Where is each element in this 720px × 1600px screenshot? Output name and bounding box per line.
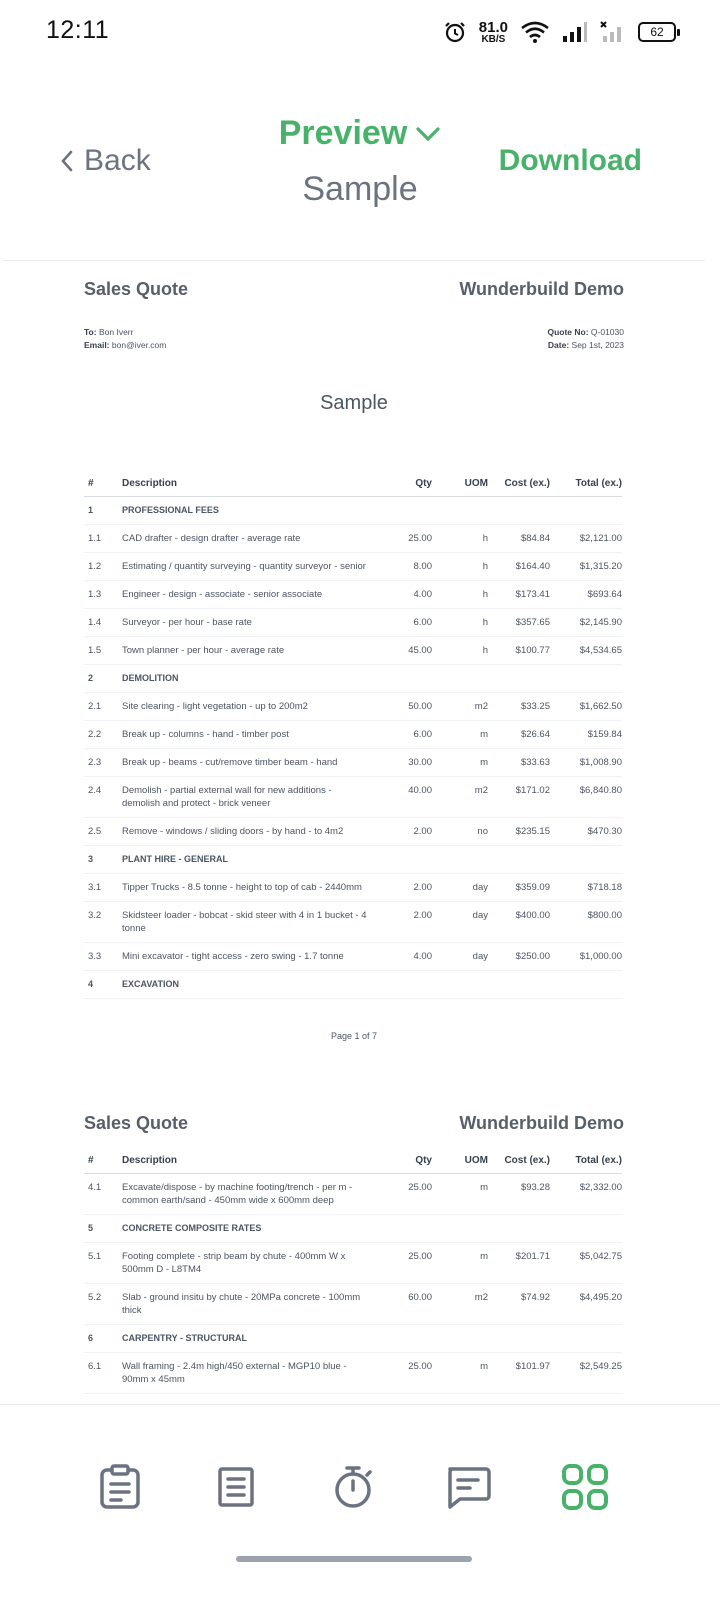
page2-rows bbox=[84, 1174, 622, 1394]
section-row bbox=[84, 665, 622, 693]
cell-index: 1 bbox=[84, 497, 122, 525]
col-total: Total (ex.) bbox=[550, 1148, 622, 1174]
cell-index: 3 bbox=[84, 846, 122, 874]
nav-tasks[interactable] bbox=[96, 1463, 144, 1511]
cell-cost: $100.77 bbox=[488, 637, 550, 665]
cell-cost: $357.65 bbox=[488, 609, 550, 637]
wifi-icon bbox=[520, 20, 550, 44]
cell-qty: 8.00 bbox=[392, 553, 432, 581]
cell-description: Engineer - design - associate - senior associate bbox=[122, 581, 392, 609]
cell-uom: m2 bbox=[432, 777, 488, 818]
table-row bbox=[84, 721, 622, 749]
cell-index: 2.4 bbox=[84, 777, 122, 818]
cell-qty bbox=[392, 971, 432, 999]
col-cost: Cost (ex.) bbox=[488, 471, 550, 497]
cell-qty: 4.00 bbox=[392, 581, 432, 609]
table-row bbox=[84, 581, 622, 609]
cell-uom bbox=[432, 1215, 488, 1243]
cell-description: Break up - beams - cut/remove timber beam - hand bbox=[122, 749, 392, 777]
section-row bbox=[84, 1215, 622, 1243]
quote-date: Sep 1st, 2023 bbox=[571, 340, 624, 350]
top-header bbox=[0, 100, 720, 220]
signal-no-service-icon bbox=[600, 21, 626, 43]
cell-cost: $26.64 bbox=[488, 721, 550, 749]
company-name: Wunderbuild Demo bbox=[459, 1113, 624, 1133]
table-row bbox=[84, 693, 622, 721]
cell-uom: m bbox=[432, 749, 488, 777]
cell-description: Town planner - per hour - average rate bbox=[122, 637, 392, 665]
cell-index: 2 bbox=[84, 665, 122, 693]
network-speed: 81.0 KB/S bbox=[478, 18, 508, 45]
cell-total bbox=[550, 971, 622, 999]
cell-uom: day bbox=[432, 902, 488, 943]
table-row bbox=[84, 818, 622, 846]
cell-qty bbox=[392, 846, 432, 874]
section-row bbox=[84, 497, 622, 525]
cell-qty: 6.00 bbox=[392, 721, 432, 749]
table-row bbox=[84, 1243, 622, 1284]
page-number: Page 1 of 7 bbox=[330, 1031, 378, 1041]
section-row bbox=[84, 1325, 622, 1353]
cell-uom: m bbox=[432, 721, 488, 749]
cell-uom: m bbox=[432, 1243, 488, 1284]
cell-description: CONCRETE COMPOSITE RATES bbox=[122, 1215, 392, 1243]
quote-info: Quote No: Q-01030 Date: Sep 1st, 2023 bbox=[547, 327, 624, 350]
cell-index: 2.5 bbox=[84, 818, 122, 846]
battery-indicator: 62 bbox=[638, 22, 676, 42]
cell-total: $693.64 bbox=[550, 581, 622, 609]
table-row bbox=[84, 777, 622, 818]
cell-total bbox=[550, 497, 622, 525]
cell-cost: $250.00 bbox=[488, 943, 550, 971]
cell-index: 6 bbox=[84, 1325, 122, 1353]
cell-total bbox=[550, 1325, 622, 1353]
quote-header bbox=[84, 279, 624, 300]
cell-description: CAD drafter - design drafter - average rate bbox=[122, 525, 392, 553]
cell-description: Skidsteer loader - bobcat - skid steer with 4 in 1 bucket - 4 tonne bbox=[122, 902, 392, 943]
cell-total: $1,315.20 bbox=[550, 553, 622, 581]
cell-total: $470.30 bbox=[550, 818, 622, 846]
cell-cost: $33.25 bbox=[488, 693, 550, 721]
quote-header-page-2 bbox=[84, 1113, 624, 1134]
col-qty: Qty bbox=[392, 1148, 432, 1174]
table-header-row bbox=[84, 471, 622, 497]
cell-total: $2,332.00 bbox=[550, 1174, 622, 1215]
cell-uom: m bbox=[432, 1174, 488, 1215]
cell-qty: 25.00 bbox=[392, 525, 432, 553]
chevron-down-icon bbox=[415, 125, 441, 143]
cell-description: Footing complete - strip beam by chute - 400mm W x 500mm D - L8TM4 bbox=[122, 1243, 392, 1284]
cell-cost bbox=[488, 971, 550, 999]
table-row bbox=[84, 553, 622, 581]
recipient-name: Bon Iverr bbox=[98, 327, 134, 337]
document-icon bbox=[217, 1466, 255, 1508]
cell-cost bbox=[488, 1325, 550, 1353]
cell-description: PLANT HIRE - GENERAL bbox=[122, 846, 392, 874]
table-row bbox=[84, 637, 622, 665]
cell-qty: 2.00 bbox=[392, 818, 432, 846]
col-description: Description bbox=[122, 1148, 392, 1174]
cell-uom bbox=[432, 497, 488, 525]
cell-cost: $74.92 bbox=[488, 1284, 550, 1325]
cell-description: Demolish - partial external wall for new additions - demolish and protect - brick veneer bbox=[122, 777, 392, 818]
cell-qty: 50.00 bbox=[392, 693, 432, 721]
cell-cost: $164.40 bbox=[488, 553, 550, 581]
nav-messages[interactable] bbox=[444, 1463, 492, 1511]
cell-cost: $173.41 bbox=[488, 581, 550, 609]
quote-table-page-2 bbox=[84, 1148, 622, 1394]
cell-total: $1,008.90 bbox=[550, 749, 622, 777]
cell-uom: day bbox=[432, 874, 488, 902]
cell-index: 4 bbox=[84, 971, 122, 999]
cell-total bbox=[550, 1215, 622, 1243]
cell-total: $5,042.75 bbox=[550, 1243, 622, 1284]
back-label: Back bbox=[84, 144, 151, 177]
cell-uom: m bbox=[432, 1353, 488, 1394]
cell-qty: 2.00 bbox=[392, 874, 432, 902]
recipient-info: To: Bon Iverr Email: bon@iver.com bbox=[84, 327, 167, 350]
cell-cost: $101.97 bbox=[488, 1353, 550, 1394]
cell-total: $1,000.00 bbox=[550, 943, 622, 971]
table-row bbox=[84, 902, 622, 943]
chat-icon bbox=[444, 1465, 492, 1509]
cell-uom bbox=[432, 1325, 488, 1353]
status-bar bbox=[0, 0, 720, 64]
cell-description: Excavate/dispose - by machine footing/trench - per m - common earth/sand - 450mm wide x 600mm deep bbox=[122, 1174, 392, 1215]
cell-uom: h bbox=[432, 525, 488, 553]
cell-description: EXCAVATION bbox=[122, 971, 392, 999]
table-row bbox=[84, 1353, 622, 1394]
cell-total bbox=[550, 665, 622, 693]
cell-qty: 60.00 bbox=[392, 1284, 432, 1325]
cell-description: Mini excavator - tight access - zero swing - 1.7 tonne bbox=[122, 943, 392, 971]
table-row bbox=[84, 943, 622, 971]
cell-description: Remove - windows / sliding doors - by hand - to 4m2 bbox=[122, 818, 392, 846]
col-qty: Qty bbox=[392, 471, 432, 497]
clipboard-icon bbox=[99, 1464, 141, 1510]
signal-icon bbox=[562, 21, 588, 43]
cell-total: $2,145.90 bbox=[550, 609, 622, 637]
status-icons bbox=[443, 16, 676, 48]
cell-cost: $93.28 bbox=[488, 1174, 550, 1215]
cell-total: $1,662.50 bbox=[550, 693, 622, 721]
cell-description: DEMOLITION bbox=[122, 665, 392, 693]
cell-qty: 25.00 bbox=[392, 1174, 432, 1215]
cell-uom: h bbox=[432, 609, 488, 637]
quote-title: Sales Quote bbox=[84, 279, 189, 299]
document-subtitle: Sample bbox=[302, 170, 418, 208]
document-preview[interactable] bbox=[2, 260, 705, 1402]
cell-index: 5.1 bbox=[84, 1243, 122, 1284]
cell-index: 1.5 bbox=[84, 637, 122, 665]
grid-icon bbox=[561, 1463, 609, 1511]
cell-description: Surveyor - per hour - base rate bbox=[122, 609, 392, 637]
cell-qty bbox=[392, 1215, 432, 1243]
cell-index: 2.2 bbox=[84, 721, 122, 749]
cell-cost bbox=[488, 497, 550, 525]
cell-total: $718.18 bbox=[550, 874, 622, 902]
cell-description: CARPENTRY - STRUCTURAL bbox=[122, 1325, 392, 1353]
cell-uom: m2 bbox=[432, 1284, 488, 1325]
cell-total bbox=[550, 846, 622, 874]
cell-total: $2,121.00 bbox=[550, 525, 622, 553]
table-row bbox=[84, 525, 622, 553]
cell-cost: $33.63 bbox=[488, 749, 550, 777]
col-cost: Cost (ex.) bbox=[488, 1148, 550, 1174]
col-index: # bbox=[84, 471, 122, 497]
cell-description: Tipper Trucks - 8.5 tonne - height to top of cab - 2440mm bbox=[122, 874, 392, 902]
section-row bbox=[84, 971, 622, 999]
alarm-icon bbox=[443, 20, 467, 44]
table-row bbox=[84, 1284, 622, 1325]
col-uom: UOM bbox=[432, 471, 488, 497]
cell-description: PROFESSIONAL FEES bbox=[122, 497, 392, 525]
cell-cost: $171.02 bbox=[488, 777, 550, 818]
cell-index: 3.3 bbox=[84, 943, 122, 971]
cell-index: 1.4 bbox=[84, 609, 122, 637]
col-index: # bbox=[84, 1148, 122, 1174]
cell-uom: m2 bbox=[432, 693, 488, 721]
cell-cost: $235.15 bbox=[488, 818, 550, 846]
cell-index: 1.2 bbox=[84, 553, 122, 581]
cell-uom bbox=[432, 665, 488, 693]
cell-uom: h bbox=[432, 553, 488, 581]
cell-qty: 4.00 bbox=[392, 943, 432, 971]
cell-cost: $400.00 bbox=[488, 902, 550, 943]
cell-qty: 6.00 bbox=[392, 609, 432, 637]
cell-index: 6.1 bbox=[84, 1353, 122, 1394]
stopwatch-icon bbox=[332, 1465, 374, 1509]
cell-index: 1.1 bbox=[84, 525, 122, 553]
nav-documents[interactable] bbox=[212, 1463, 260, 1511]
table-row bbox=[84, 874, 622, 902]
cell-uom: h bbox=[432, 637, 488, 665]
table-header-row bbox=[84, 1148, 622, 1174]
home-indicator[interactable] bbox=[236, 1556, 472, 1562]
cell-description: Slab - ground insitu by chute - 20MPa concrete - 100mm thick bbox=[122, 1284, 392, 1325]
cell-index: 1.3 bbox=[84, 581, 122, 609]
cell-index: 5 bbox=[84, 1215, 122, 1243]
cell-index: 5.2 bbox=[84, 1284, 122, 1325]
cell-uom: no bbox=[432, 818, 488, 846]
cell-index: 2.1 bbox=[84, 693, 122, 721]
table-row bbox=[84, 749, 622, 777]
nav-more[interactable] bbox=[561, 1463, 609, 1511]
section-row bbox=[84, 846, 622, 874]
cell-uom bbox=[432, 846, 488, 874]
cell-description: Wall framing - 2.4m high/450 external - MGP10 blue - 90mm x 45mm bbox=[122, 1353, 392, 1394]
cell-cost: $359.09 bbox=[488, 874, 550, 902]
cell-qty: 45.00 bbox=[392, 637, 432, 665]
cell-cost bbox=[488, 846, 550, 874]
cell-qty: 25.00 bbox=[392, 1353, 432, 1394]
recipient-email: bon@iver.com bbox=[111, 340, 167, 350]
cell-description: Estimating / quantity surveying - quantity surveyor - senior bbox=[122, 553, 392, 581]
cell-uom: day bbox=[432, 943, 488, 971]
cell-index: 3.2 bbox=[84, 902, 122, 943]
cell-total: $800.00 bbox=[550, 902, 622, 943]
cell-uom bbox=[432, 971, 488, 999]
status-time: 12:11 bbox=[46, 16, 110, 44]
cell-description: Site clearing - light vegetation - up to 200m2 bbox=[122, 693, 392, 721]
cell-qty: 40.00 bbox=[392, 777, 432, 818]
cell-cost bbox=[488, 665, 550, 693]
cell-qty bbox=[392, 1325, 432, 1353]
cell-total: $4,495.20 bbox=[550, 1284, 622, 1325]
document-page-1 bbox=[84, 279, 624, 1041]
quote-meta bbox=[84, 326, 624, 352]
download-button[interactable]: Download bbox=[498, 144, 642, 177]
cell-index: 4.1 bbox=[84, 1174, 122, 1215]
cell-total: $2,549.25 bbox=[550, 1353, 622, 1394]
quote-title: Sales Quote bbox=[84, 1113, 189, 1133]
cell-index: 3.1 bbox=[84, 874, 122, 902]
cell-total: $159.84 bbox=[550, 721, 622, 749]
company-name: Wunderbuild Demo bbox=[459, 279, 624, 299]
chevron-left-icon bbox=[60, 150, 74, 172]
cell-qty: 2.00 bbox=[392, 902, 432, 943]
cell-qty: 30.00 bbox=[392, 749, 432, 777]
col-total: Total (ex.) bbox=[550, 471, 622, 497]
cell-cost: $84.84 bbox=[488, 525, 550, 553]
cell-total: $6,840.80 bbox=[550, 777, 622, 818]
cell-description: Break up - columns - hand - timber post bbox=[122, 721, 392, 749]
bottom-navigation bbox=[0, 1404, 720, 1574]
document-name: Sample bbox=[320, 392, 388, 414]
col-uom: UOM bbox=[432, 1148, 488, 1174]
col-description: Description bbox=[122, 471, 392, 497]
cell-uom: h bbox=[432, 581, 488, 609]
cell-qty bbox=[392, 497, 432, 525]
quote-table bbox=[84, 471, 622, 999]
cell-cost bbox=[488, 1215, 550, 1243]
document-page-2 bbox=[84, 1113, 624, 1394]
preview-label: Preview bbox=[278, 114, 408, 152]
cell-index: 2.3 bbox=[84, 749, 122, 777]
table-row bbox=[84, 609, 622, 637]
nav-timer[interactable] bbox=[329, 1463, 377, 1511]
cell-qty bbox=[392, 665, 432, 693]
cell-qty: 25.00 bbox=[392, 1243, 432, 1284]
quote-number: Q-01030 bbox=[590, 327, 624, 337]
cell-total: $4,534.65 bbox=[550, 637, 622, 665]
cell-cost: $201.71 bbox=[488, 1243, 550, 1284]
table-row bbox=[84, 1174, 622, 1215]
page1-rows bbox=[84, 497, 622, 999]
